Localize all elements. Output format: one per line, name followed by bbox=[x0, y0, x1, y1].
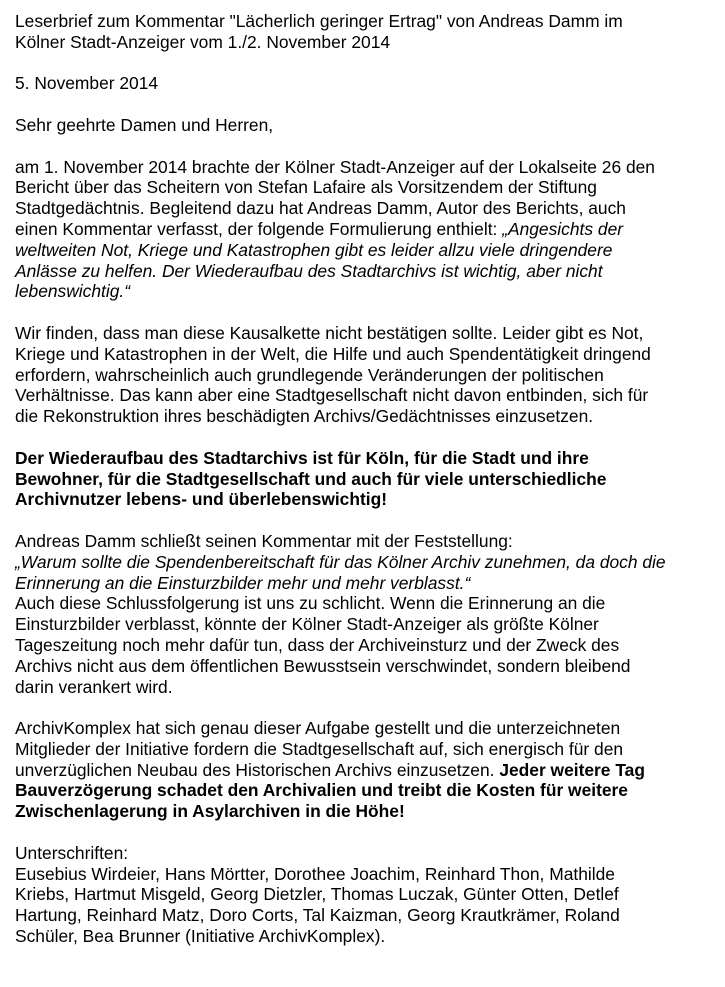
quote-line: lebenswichtig.“ bbox=[15, 281, 131, 302]
salutation-text: Sehr geehrte Damen und Herren, bbox=[15, 114, 274, 135]
paragraph-line: ArchivKomplex hat sich genau dieser Aufgabe gestellt und die unterzeichneten bbox=[15, 718, 621, 739]
signature-line: Eusebius Wirdeier, Hans Mörtter, Dorothee Joachim, Reinhard Thon, Mathilde bbox=[15, 863, 615, 884]
paragraph-line: Archivs nicht aus dem öffentlichen Bewusstsein verschwindet, sondern bleibend bbox=[15, 655, 631, 676]
paragraph-line: Tageszeitung noch mehr dafür tun, dass der Archiveinsturz und der Zweck des bbox=[15, 634, 620, 655]
heading-line: Kölner Stadt-Anzeiger vom 1./2. November 2014 bbox=[15, 31, 391, 52]
signature-line: Hartung, Reinhard Matz, Doro Corts, Tal Kaizman, Georg Krautkrämer, Roland bbox=[15, 905, 620, 926]
paragraph-line: Stadtgedächtnis. Begleitend dazu hat Andreas Damm, Autor des Berichts, auch bbox=[15, 198, 626, 219]
date-text: 5. November 2014 bbox=[15, 73, 159, 94]
paragraph-4 bbox=[15, 531, 715, 697]
signature-line: Kriebs, Hartmut Misgeld, Georg Dietzler, Thomas Luczak, Günter Otten, Detlef bbox=[15, 884, 619, 905]
letter-page bbox=[15, 11, 715, 947]
paragraph-line bbox=[15, 760, 715, 781]
bold-line: Bauverzögerung schadet den Archivalien und treibt die Kosten für weitere bbox=[15, 780, 628, 801]
bold-line: Zwischenlagerung in Asylarchiven in die Höhe! bbox=[15, 801, 405, 822]
signatures bbox=[15, 843, 715, 947]
bold-line: Bewohner, für die Stadtgesellschaft und auch für viele unterschiedliche bbox=[15, 468, 607, 489]
paragraph-line: die Rekonstruktion ihres beschädigten Archivs/Gedächtnisses einzusetzen. bbox=[15, 406, 594, 427]
paragraph-line: Kriege und Katastrophen in der Welt, die Hilfe und auch Spendentätigkeit dringend bbox=[15, 343, 651, 364]
letter-date bbox=[15, 73, 715, 94]
letter-heading bbox=[15, 11, 715, 53]
paragraph-line: Andreas Damm schließt seinen Kommentar mit der Feststellung: bbox=[15, 530, 513, 551]
paragraph-line: Bericht über das Scheitern von Stefan Lafaire als Vorsitzendem der Stiftung bbox=[15, 177, 597, 198]
signatures-label: Unterschriften: bbox=[15, 842, 129, 863]
paragraph-2 bbox=[15, 323, 715, 427]
quote-line: Erinnerung an die Einsturzbilder mehr und mehr verblasst.“ bbox=[15, 572, 471, 593]
bold-line: Archivnutzer lebens- und überlebenswichtig! bbox=[15, 489, 388, 510]
signature-line: Schüler, Bea Brunner (Initiative ArchivKomplex). bbox=[15, 926, 386, 947]
paragraph-line: Auch diese Schlussfolgerung ist uns zu schlicht. Wenn die Erinnerung an die bbox=[15, 593, 606, 614]
paragraph-3-bold bbox=[15, 448, 715, 510]
paragraph-line: Einsturzbilder verblasst, könnte der Kölner Stadt-Anzeiger als größte Kölner bbox=[15, 614, 599, 635]
paragraph-line: darin verankert wird. bbox=[15, 676, 173, 697]
paragraph-text: einen Kommentar verfasst, der folgende Formulierung enthielt: bbox=[15, 218, 503, 239]
paragraph-line: Verhältnisse. Das kann aber eine Stadtgesellschaft nicht davon entbinden, sich für bbox=[15, 385, 649, 406]
quote-text: „Angesichts der bbox=[502, 218, 624, 239]
bold-text: Jeder weitere Tag bbox=[499, 759, 645, 780]
paragraph-line: am 1. November 2014 brachte der Kölner Stadt-Anzeiger auf der Lokalseite 26 den bbox=[15, 156, 655, 177]
bold-line: Der Wiederaufbau des Stadtarchivs ist für Köln, für die Stadt und ihre bbox=[15, 447, 589, 468]
paragraph-5 bbox=[15, 718, 715, 822]
letter-salutation bbox=[15, 115, 715, 136]
paragraph-line: Wir finden, dass man diese Kausalkette nicht bestätigen sollte. Leider gibt es Not, bbox=[15, 322, 644, 343]
quote-line: Anlässe zu helfen. Der Wiederaufbau des Stadtarchivs ist wichtig, aber nicht bbox=[15, 260, 603, 281]
paragraph-1 bbox=[15, 157, 715, 303]
heading-line: Leserbrief zum Kommentar "Lächerlich geringer Ertrag" von Andreas Damm im bbox=[15, 11, 623, 31]
quote-line: weltweiten Not, Kriege und Katastrophen gibt es leider allzu viele dringendere bbox=[15, 239, 613, 260]
quote-line: „Warum sollte die Spendenbereitschaft für das Kölner Archiv zunehmen, da doch die bbox=[15, 551, 666, 572]
paragraph-line: erfordern, wahrscheinlich auch grundlegende Veränderungen der politischen bbox=[15, 364, 604, 385]
paragraph-text: unverzüglichen Neubau des Historischen Archivs einzusetzen. bbox=[15, 759, 500, 780]
paragraph-line: Mitglieder der Initiative fordern die Stadtgesellschaft auf, sich energisch für den bbox=[15, 738, 624, 759]
paragraph-line bbox=[15, 219, 715, 240]
